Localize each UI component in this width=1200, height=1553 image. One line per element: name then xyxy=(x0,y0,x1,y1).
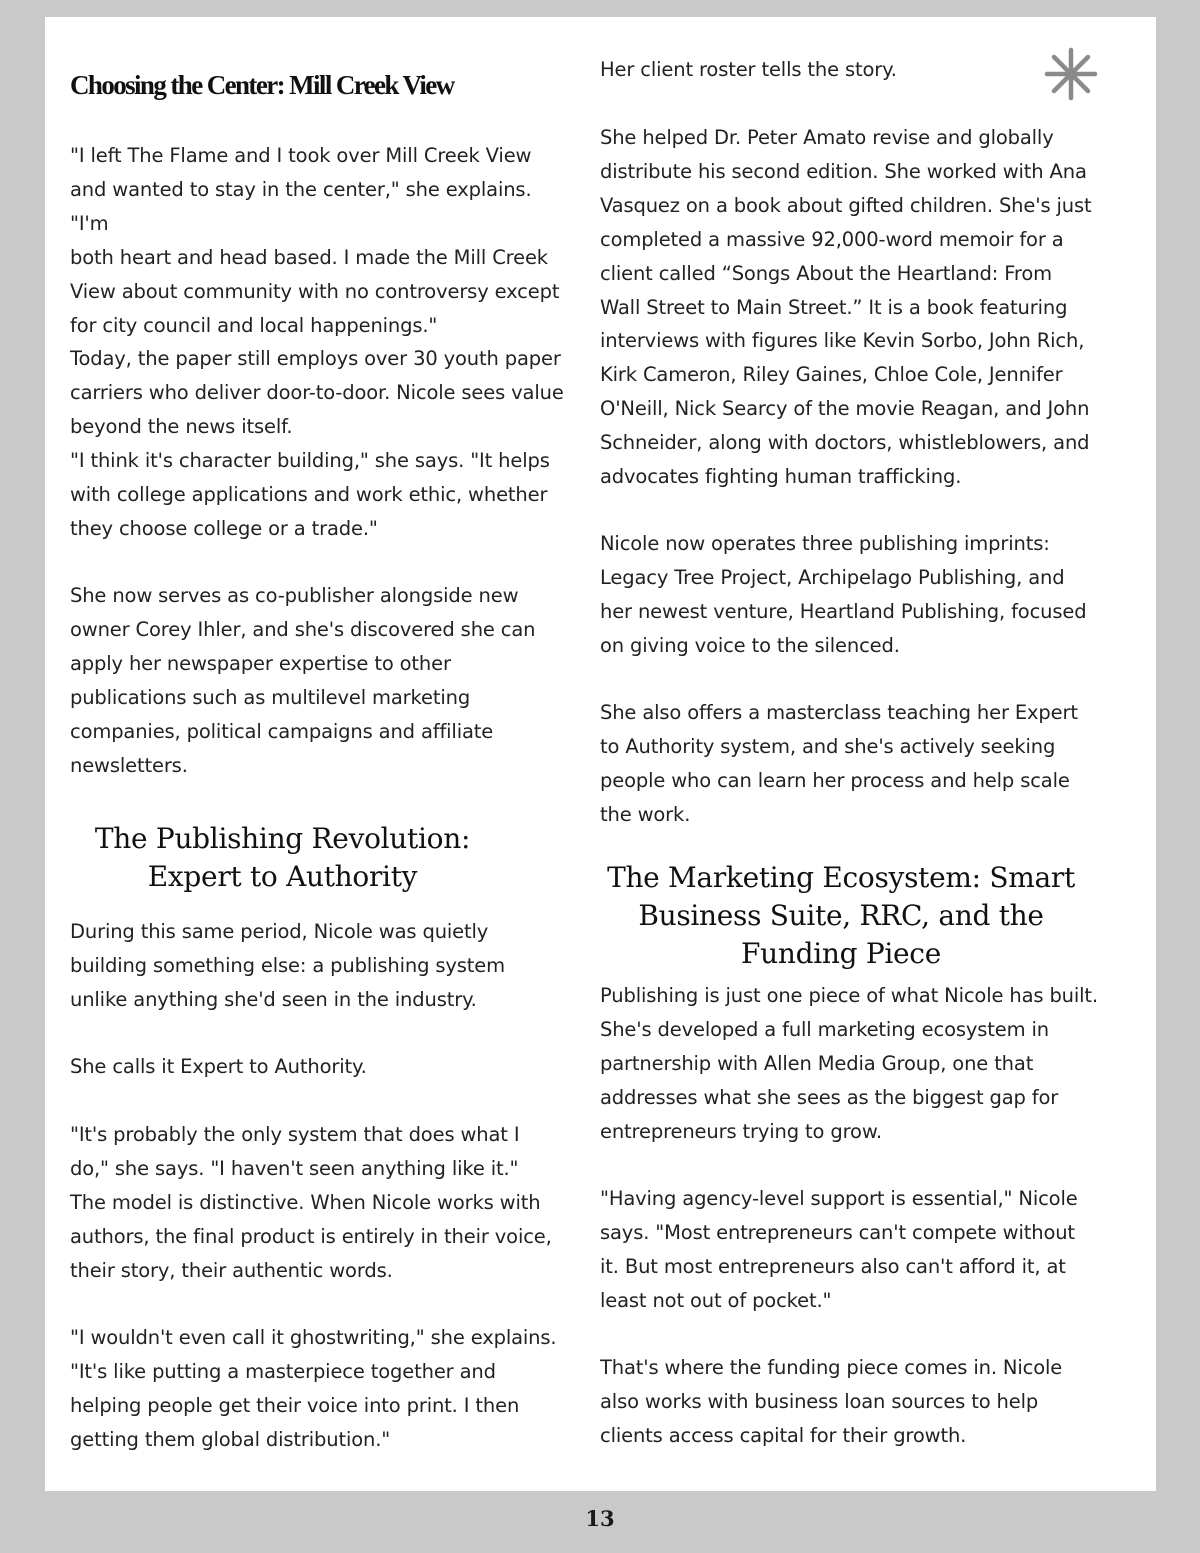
paragraph: Publishing is just one piece of what Nicole has built. She's developed a full marketing ecosystem in partnership with Allen Media Group, one that addresses what she sees as the biggest gap for entrepreneurs trying to grow. xyxy=(600,984,1098,1143)
paragraph: Nicole now operates three publishing imprints: Legacy Tree Project, Archipelago Publishing, and her newest venture, Heartland Publishing, focused on giving voice to the silenced. xyxy=(600,532,1087,657)
paragraph: "Having agency-level support is essential," Nicole says. "Most entrepreneurs can't compete without it. But most entrepreneurs also can't afford it, at least not out of pocket." xyxy=(600,1187,1078,1312)
page-number: 13 xyxy=(585,1506,615,1531)
paragraph: Today, the paper still employs over 30 youth paper carriers who deliver door-to-door. Nicole sees value beyond the news itself. "I think it's character building," she says. "It helps with college applications and work ethic, whether they choose college or a trade." xyxy=(70,347,564,540)
section-heading-mill-creek: Choosing the Center: Mill Creek View xyxy=(70,70,454,100)
paragraph: She calls it Expert to Authority. xyxy=(70,1055,367,1078)
paragraph: During this same period, Nicole was quietly building something else: a publishing system unlike anything she'd seen in the industry. xyxy=(70,920,505,1011)
section-heading-marketing-ecosystem: The Marketing Ecosystem: Smart Business Suite, RRC, and the Funding Piece xyxy=(607,861,1075,970)
paragraph: She helped Dr. Peter Amato revise and globally distribute his second edition. She worked with Ana Vasquez on a book about gifted children. She's just completed a massive 92,000-word memoir for a client called “Songs About the Heartland: From Wall Street to Main Street.” It is a book featuring interviews with figures like Kevin Sorbo, John Rich, Kirk Cameron, Riley Gaines, Chloe Cole, Jennifer O'Neill, Nick Searcy of the movie Reagan, and John Schneider, along with doctors, whistleblowers, and advocates fighting human trafficking. xyxy=(600,126,1092,489)
section-heading-publishing-revolution: The Publishing Revolution: Expert to Authority xyxy=(94,822,471,893)
paragraph: That's where the funding piece comes in. Nicole also works with business loan sources to help clients access capital for their growth. xyxy=(600,1356,1063,1447)
paragraph: "I wouldn't even call it ghostwriting," she explains. "It's like putting a masterpiece together and helping people get their voice into print. I then getting them global distribution." xyxy=(70,1326,557,1451)
paragraph: She now serves as co-publisher alongside new owner Corey Ihler, and she's discovered she can apply her newspaper expertise to other publications such as multilevel marketing companies, political campaigns and affiliate newsletters. xyxy=(70,584,536,777)
paragraph: She also offers a masterclass teaching her Expert to Authority system, and she's actively seeking people who can learn her process and help scale the work. xyxy=(600,701,1078,826)
paragraph: Her client roster tells the story. xyxy=(600,58,897,81)
document-page xyxy=(45,17,1156,1491)
paragraph: "It's probably the only system that does what I do," she says. "I haven't seen anything like it." The model is distinctive. When Nicole works with authors, the final product is entirely in their voice, their story, their authentic words. xyxy=(70,1123,552,1282)
paragraph: "I left The Flame and I took over Mill Creek View and wanted to stay in the center," she explains. "I'm both heart and head based. I made the Mill Creek View about community with no controversy except for city council and local happenings." xyxy=(70,144,560,337)
